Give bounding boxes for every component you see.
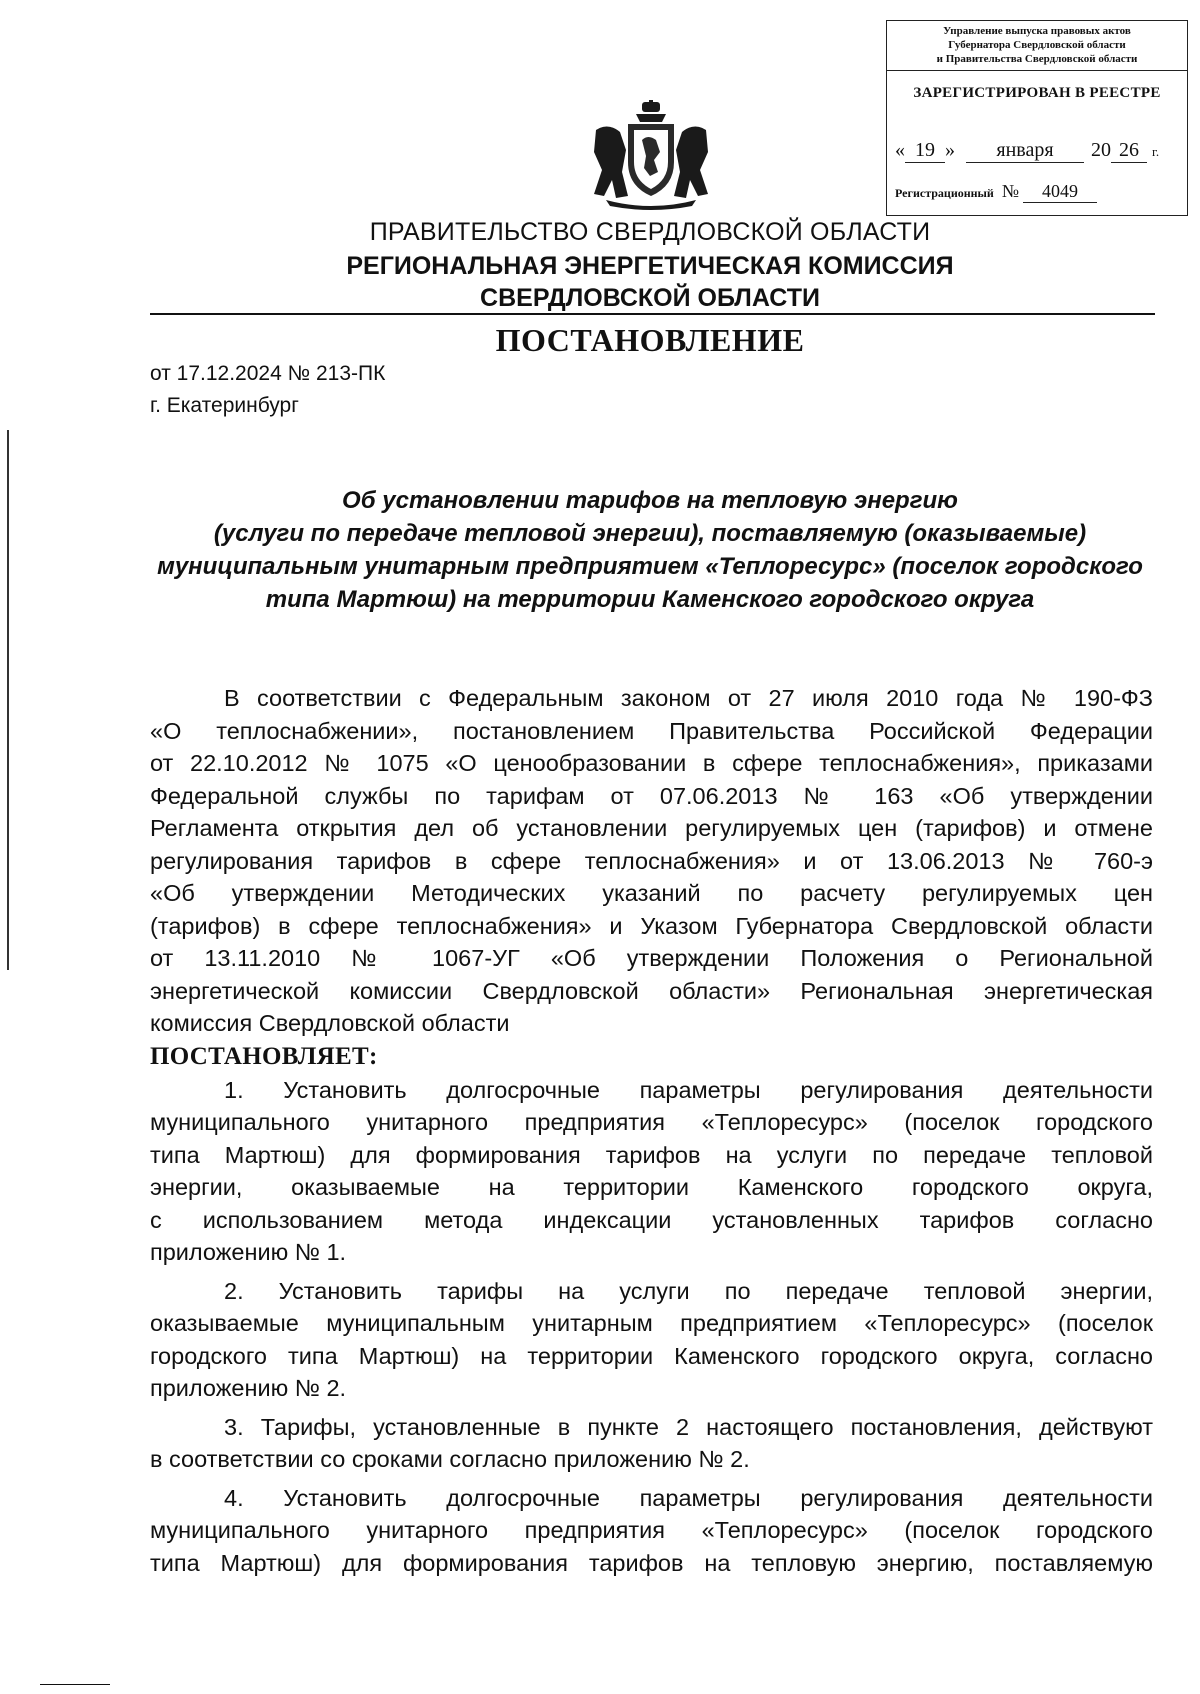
footer-rule [40,1684,110,1685]
item-line: оказываемые муниципальным унитарным предприятием «Теплоресурс» (поселок [150,1310,1153,1336]
commission-name-line: СВЕРДЛОВСКОЙ ОБЛАСТИ [480,284,820,312]
item-3 [150,1411,1153,1476]
stamp-header-line: Управление выпуска правовых актов [943,25,1131,37]
registration-stamp [886,20,1188,216]
stamp-number-label: Регистрационный [895,186,994,200]
document-type: ПОСТАНОВЛЕНИЕ [495,322,805,358]
header-divider [150,313,1155,315]
preamble-line: (тарифов) в сфере теплоснабжения» и Указом Губернатора Свердловской области [150,912,1153,939]
stamp-year-prefix: 20 [1091,139,1111,161]
stamp-month: января [966,139,1084,163]
stamp-number-sign: № [1001,181,1020,201]
resolves-heading: ПОСТАНОВЛЯЕТ: [150,1042,378,1070]
preamble [150,682,1153,1040]
item-line: муниципального унитарного предприятия «Теплоресурс» (поселок городского [150,1517,1153,1543]
item-line: типа Мартюш) для формирования тарифов на услуги по передаче тепловой [150,1141,1153,1168]
item-line: 3. Тарифы, установленные в пункте 2 настоящего постановления, действуют [224,1413,1153,1440]
stamp-title: ЗАРЕГИСТРИРОВАН В РЕЕСТРЕ [913,85,1161,101]
item-line: приложению № 2. [150,1375,347,1401]
item-line: с использованием метода индексации установленных тарифов согласно [150,1206,1153,1233]
item-line: 1. Установить долгосрочные параметры регулирования деятельности [224,1076,1153,1103]
item-4 [150,1482,1153,1580]
commission-name-line: РЕГИОНАЛЬНАЯ ЭНЕРГЕТИЧЕСКАЯ КОМИССИЯ [346,252,954,280]
subject-line: типа Мартюш) на территории Каменского городского округа [265,586,1035,613]
preamble-line: комиссия Свердловской области [150,1010,510,1036]
stamp-date [895,139,1159,163]
stamp-year-unit: г. [1152,144,1160,159]
stamp-close-quote: » [945,139,955,161]
item-line: приложению № 1. [150,1239,347,1265]
stamp-open-quote: « [895,139,905,161]
coat-of-arms-emblem [586,100,716,210]
item-line: в соответствии со сроками согласно приложению № 2. [150,1446,750,1472]
preamble-line: от 22.10.2012 № 1075 «О ценообразовании в сфере теплоснабжения», приказами [150,750,1153,776]
document-body [150,682,1153,1579]
document-subject [150,484,1150,616]
government-name: ПРАВИТЕЛЬСТВО СВЕРДЛОВСКОЙ ОБЛАСТИ [369,218,931,246]
stamp-header-line: Губернатора Свердловской области [948,39,1126,51]
item-line: энергии, оказываемые на территории Каменского городского округа, [150,1174,1153,1200]
item-line: 2. Установить тарифы на услуги по передаче тепловой энергии, [224,1277,1153,1304]
document-date-number: от 17.12.2024 № 213-ПК [150,362,386,385]
item-1 [150,1074,1153,1269]
stamp-number: 4049 [1023,181,1097,203]
item-line: муниципального унитарного предприятия «Теплоресурс» (поселок городского [150,1109,1153,1135]
item-2 [150,1275,1153,1405]
item-line: 4. Установить долгосрочные параметры регулирования деятельности [224,1484,1153,1511]
document-city: г. Екатеринбург [150,394,299,417]
subject-line: Об установлении тарифов на тепловую энергию [342,487,958,514]
commission-name [150,250,1150,314]
preamble-line: энергетической комиссии Свердловской области» Региональная энергетическая [150,977,1153,1004]
stamp-year-suffix: 26 [1111,139,1147,163]
preamble-line: Федеральной службы по тарифам от 07.06.2013 № 163 «Об утверждении [150,782,1153,809]
stamp-header [887,21,1187,71]
item-line: типа Мартюш) для формирования тарифов на тепловую энергию, поставляемую [150,1549,1153,1576]
subject-line: (услуги по передаче тепловой энергии), поставляемую (оказываемые) [213,520,1087,547]
preamble-line: В соответствии с Федеральным законом от 27 июля 2010 года № 190-ФЗ [224,685,1153,711]
preamble-line: регулирования тарифов в сфере теплоснабжения» и от 13.06.2013 № 760-э [150,847,1153,874]
preamble-line: Регламента открытия дел об установлении регулируемых цен (тарифов) и отмене [150,815,1153,841]
preamble-line: от 13.11.2010 № 1067-УГ «Об утверждении Положения о Региональной [150,945,1153,971]
stamp-day: 19 [905,139,945,163]
subject-line: муниципальным унитарным предприятием «Теплоресурс» (поселок городского [157,553,1143,580]
preamble-line: «Об утверждении Методических указаний по расчету регулируемых цен [150,880,1153,906]
stamp-header-line: и Правительства Свердловской области [936,53,1138,65]
item-line: городского типа Мартюш) на территории Каменского городского округа, согласно [150,1342,1153,1369]
stamp-number-row [895,181,1097,203]
margin-scan-line [7,430,9,970]
preamble-line: «О теплоснабжении», постановлением Правительства Российской Федерации [150,717,1153,744]
